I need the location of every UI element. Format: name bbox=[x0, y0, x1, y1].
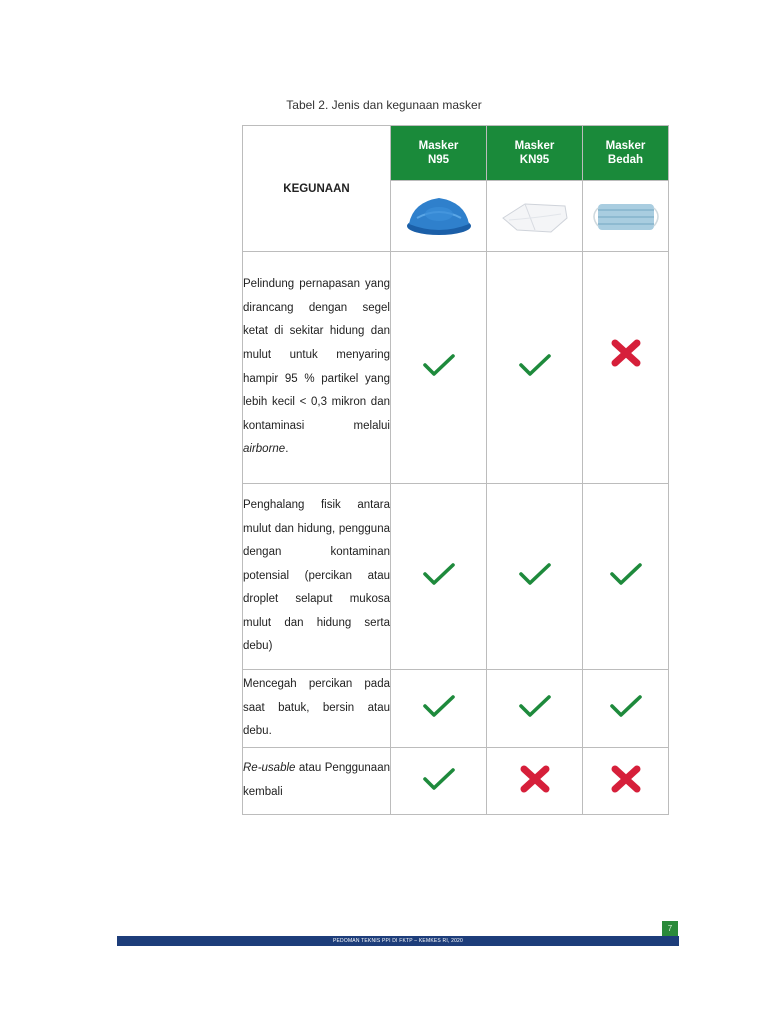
surgical-mask-icon bbox=[588, 188, 664, 244]
mask-usage-table bbox=[242, 125, 669, 815]
row-3-text: Mencegah percikan pada saat batuk, bersin atau debu. bbox=[243, 678, 390, 738]
table-caption: Tabel 2. Jenis dan kegunaan masker bbox=[286, 98, 482, 112]
row-3-kn95-check bbox=[487, 670, 583, 748]
kn95-image-cell bbox=[487, 181, 583, 252]
row-2-bedah-check bbox=[583, 484, 669, 670]
header-mask-kn95-line1: Masker bbox=[514, 140, 555, 152]
header-mask-bedah-line1: Masker bbox=[605, 140, 646, 152]
row-4-description bbox=[243, 748, 391, 815]
row-1-description bbox=[243, 252, 391, 484]
row-1-bedah-cross bbox=[583, 252, 669, 484]
header-mask-n95 bbox=[391, 126, 487, 181]
header-mask-bedah-line2: Bedah bbox=[607, 154, 644, 166]
header-mask-n95-line2: N95 bbox=[427, 154, 450, 166]
table-row bbox=[243, 748, 669, 815]
footer-text: PEDOMAN TEKNIS PPI DI FKTP – KEMKES RI, 2020 bbox=[332, 938, 464, 944]
n95-mask-icon bbox=[399, 188, 479, 244]
check-icon bbox=[518, 561, 552, 587]
row-1-italic: airborne bbox=[243, 443, 286, 456]
check-icon bbox=[518, 693, 552, 719]
header-mask-n95-line1: Masker bbox=[418, 140, 459, 152]
kn95-mask-icon bbox=[495, 188, 575, 244]
cross-icon bbox=[610, 339, 642, 367]
n95-image-cell bbox=[391, 181, 487, 252]
row-4-italic: Re-usable bbox=[243, 762, 296, 775]
surgical-image-cell bbox=[583, 181, 669, 252]
row-2-kn95-check bbox=[487, 484, 583, 670]
row-3-n95-check bbox=[391, 670, 487, 748]
check-icon bbox=[609, 693, 643, 719]
table-row bbox=[243, 484, 669, 670]
row-4-n95-check bbox=[391, 748, 487, 815]
header-mask-kn95-line2: KN95 bbox=[519, 154, 550, 166]
table-row bbox=[243, 670, 669, 748]
row-1-kn95-check bbox=[487, 252, 583, 484]
check-icon bbox=[518, 352, 552, 378]
row-1-n95-check bbox=[391, 252, 487, 484]
row-1-text: Pelindung pernapasan yang dirancang dengan segel ketat di sekitar hidung dan mulut untuk menyaring hampir 95 % partikel yang lebih kecil < 0,3 mikron dan kontaminasi melalui bbox=[243, 278, 390, 432]
header-mask-kn95 bbox=[487, 126, 583, 181]
check-icon bbox=[422, 693, 456, 719]
check-icon bbox=[422, 561, 456, 587]
page-number: 7 bbox=[662, 921, 678, 937]
row-2-description bbox=[243, 484, 391, 670]
row-3-bedah-check bbox=[583, 670, 669, 748]
row-4-bedah-cross bbox=[583, 748, 669, 815]
row-2-n95-check bbox=[391, 484, 487, 670]
row-4-kn95-cross bbox=[487, 748, 583, 815]
row-2-text: Penghalang fisik antara mulut dan hidung, pengguna dengan kontaminan potensial (percikan atau droplet selaput mukosa mulut dan hidung serta debu) bbox=[243, 498, 390, 653]
row-4-text: atau Penggunaan kembali bbox=[243, 762, 390, 798]
check-icon bbox=[609, 561, 643, 587]
check-icon bbox=[422, 352, 456, 378]
cross-icon bbox=[610, 765, 642, 793]
header-kegunaan: KEGUNAAN bbox=[243, 126, 391, 252]
row-3-description bbox=[243, 670, 391, 748]
check-icon bbox=[422, 766, 456, 792]
table-row bbox=[243, 252, 669, 484]
header-mask-bedah bbox=[583, 126, 669, 181]
footer-bar bbox=[117, 936, 679, 946]
row-1-text-end: . bbox=[285, 443, 289, 456]
cross-icon bbox=[519, 765, 551, 793]
